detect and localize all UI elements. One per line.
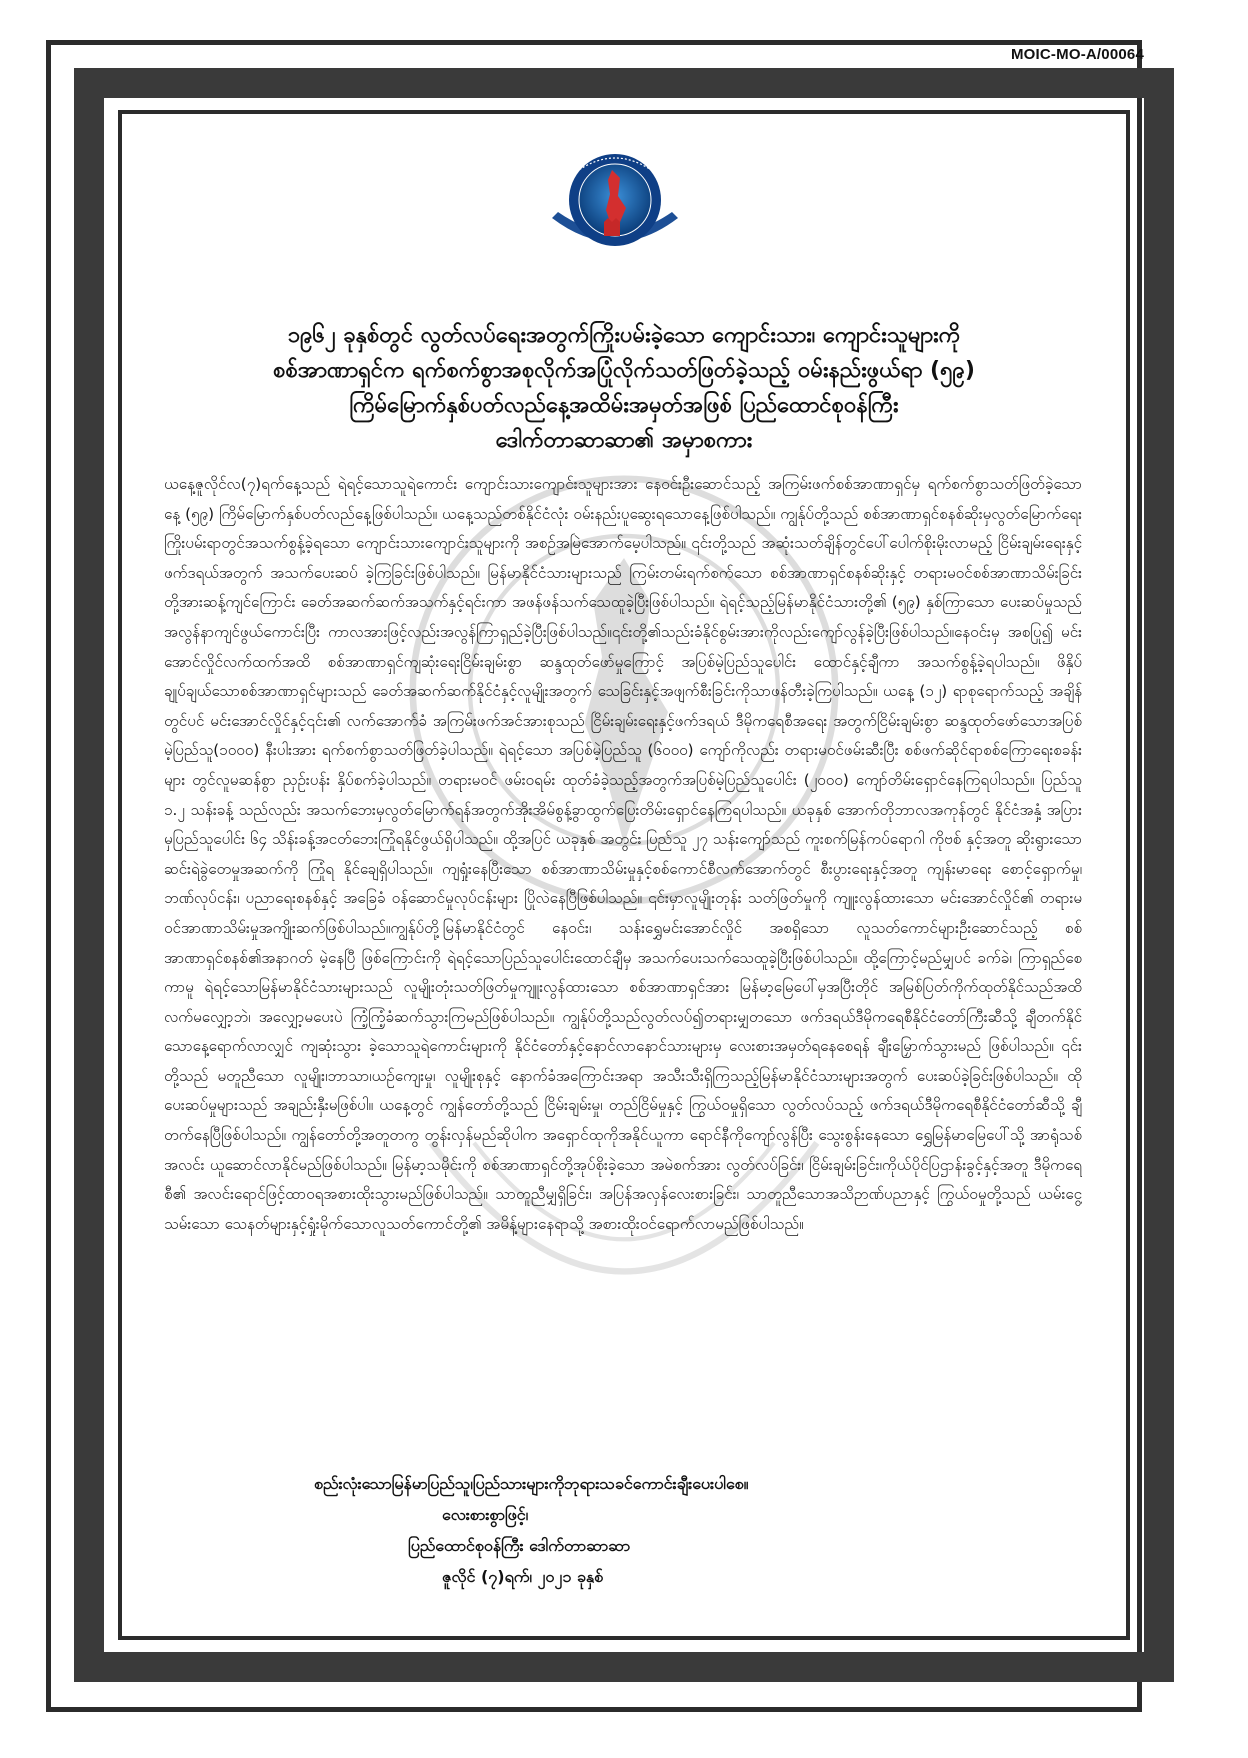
title-line: စစ်အာဏာရှင်က ရက်စက်စွာအစုလိုက်အပြုံလိုက်သတ်ဖြတ်ခဲ့သည့် ဝမ်းနည်းဖွယ်ရာ (၅၉) [273,358,975,383]
title-line: ကြိမ်မြောက်နှစ်ပတ်လည်နေ့အထိမ်းအမှတ်အဖြစ် ပြည်ထောင်စုဝန်ကြီး [349,393,899,418]
closing-respect: လေးစားစွာဖြင့်၊ [442,1505,529,1524]
closing-block [164,1468,1082,1592]
document-title [140,318,1108,458]
title-line: ဒေါက်တာဆာဆာ၏ အမှာစကား [495,428,753,453]
statement-date: ဇူလိုင် (၇)ရက်၊ ၂၀၂၁ ခုနှစ် [442,1567,604,1586]
document-reference-code: MOIC-MO-A/00064 [1010,46,1144,63]
ministry-seal-icon [548,148,682,266]
title-line: ၁၉၆၂ ခုနှစ်တွင် လွတ်လပ်ရေးအတွက်ကြိုးပမ်းခဲ့သော ကျောင်းသား၊ ကျောင်းသူများကို [287,323,961,348]
closing-blessing: စည်းလုံးသောမြန်မာပြည်သူ၊ပြည်သားများကိုဘုရားသခင်ကောင်းချီးပေးပါစေ။ [314,1474,749,1493]
statement-body: ယနေ့ဇူလိုင်လ(၇)ရက်နေ့သည် ရဲရင့်သောသူရဲကောင်း ကျောင်းသားကျောင်းသူများအား နေဝင်းဦးဆောင်သည့် အကြမ်းဖက်စစ်အာဏာရှင်မှ ရက်စက်စွာသတ်ဖြတ်ခဲ့သောနေ့ (၅၉) ကြိမ်မြောက်နှစ်ပတ်လည်နေ့ဖြစ်ပါသည်။ ယနေ့သည်တစ်နိုင်ငံလုံး ဝမ်းနည်းပူဆွေးရသောနေ့ဖြစ်ပါသည်။ ကျွန်ုပ်တို့သည် စစ်အာဏာရှင်စနစ်ဆိုးမှလွတ်မြောက်ရေးကြိုးပမ်းရာတွင်အသက်စွန့်ခဲ့ရသော ကျောင်းသားကျောင်းသူများကို အစဉ်အမြဲအောက်မေ့ပါသည်။ ၎င်းတို့သည် အဆုံးသတ်ချိန်တွင်ပေါ်ပေါက်စိုးမိုးလာမည့် ငြိမ်းချမ်းရေးနှင့်ဖက်ဒရယ်အတွက် အသက်ပေးဆပ် ခဲ့ကြခြင်းဖြစ်ပါသည်။ မြန်မာနိုင်ငံသားများသည် ကြမ်းတမ်းရက်စက်သော စစ်အာဏာရှင်စနစ်ဆိုးနှင့် တရားမဝင်စစ်အာဏာသိမ်းခြင်း တို့အားဆန့်ကျင်ကြောင်း ခေတ်အဆက်ဆက်အသက်နှင့်ရင်းကာ အဖန်ဖန်သက်သေထူခဲ့ပြီးဖြစ်ပါသည်။ ရဲရင့်သည့်မြန်မာနိုင်ငံသားတို့၏ (၅၉) နှစ်ကြာသော ပေးဆပ်မှုသည် အလွန်နာကျင်ဖွယ်ကောင်းပြီး ကာလအားဖြင့်လည်းအလွန်ကြာရှည်ခဲ့ပြီးဖြစ်ပါသည်။၎င်းတို့၏သည်းခံနိုင်စွမ်းအားကိုလည်းကျော်လွန်ခဲ့ပြီးဖြစ်ပါသည်။နေဝင်းမှ အစပြု၍ မင်းအောင်လှိုင်လက်ထက်အထိ စစ်အာဏာရှင်ကျဆုံးရေးငြိမ်းချမ်းစွာ ဆန္ဒထုတ်ဖော်မှုကြောင့် အပြစ်မဲ့ပြည်သူပေါင်း ထောင်နှင့်ချီကာ အသက်စွန့်ခဲ့ရပါသည်။ ဖိနှိပ်ချုပ်ချယ်သောစစ်အာဏာရှင်များသည် ခေတ်အဆက်ဆက်နိုင်ငံနှင့်လူမျိုးအတွက် သေခြင်းနှင့်အဖျက်စီးခြင်းကိုသာဖန်တီးခဲ့ကြပါသည်။ ယနေ့ (၁၂) ရာစုရောက်သည့် အချိန် တွင်ပင် မင်းအောင်လှိုင်နှင့်၎င်း၏ လက်အောက်ခံ အကြမ်းဖက်အင်အားစုသည် ငြိမ်းချမ်းရေးနှင့်ဖက်ဒရယ် ဒီမိုကရေစီအရေး အတွက်ငြိမ်းချမ်းစွာ ဆန္ဒထုတ်ဖော်သောအပြစ်မဲ့ပြည်သူ(၁၀၀၀) နီးပါးအား ရက်စက်စွာသတ်ဖြတ်ခဲ့ပါသည်။ ရဲရင့်သော အပြစ်မဲ့ပြည်သူ (၆၀၀၀) ကျော်ကိုလည်း တရားမဝင်ဖမ်းဆီးပြီး စစ်ဖက်ဆိုင်ရာစစ်ကြောရေးစခန်းများ တွင်လူမဆန်စွာ ညှဉ်းပန်း နှိပ်စက်ခဲ့ပါသည်။ တရားမဝင် ဖမ်းဝရမ်း ထုတ်ခံခဲ့သည့်အတွက်အပြစ်မဲ့ပြည်သူပေါင်း (၂၀၀၀) ကျော်တိမ်းရှောင်နေကြရပါသည်။ ပြည်သူ ၁.၂ သန်းခန့် သည်လည်း အသက်ဘေးမှလွတ်မြောက်ရန်အတွက်အိုးအိမ်စွန့်ခွာထွက်ပြေးတိမ်းရှောင်နေကြရပါသည်။ ယခုနှစ် အောက်တိုဘာလအကုန်တွင် နိုင်ငံအနှံ့ အပြားမှပြည်သူပေါင်း ၆၄ သိန်းခန့်အငတ်ဘေးကြုံရနိုင်ဖွယ်ရှိပါသည်။ ထို့အပြင် ယခုနှစ် အတွင်း ပြည်သူ ၂၇ သန်းကျော်သည် ကူးစက်မြန်ကပ်ရောဂါ ကိုဗစ် နှင့်အတူ ဆိုးရွားသောဆင်းရဲခွဲတေမှုအဆက်ကို ကြုံရ နိုင်ချေရှိပါသည်။ ကျရှုံးနေပြီးသော စစ်အာဏာသိမ်းမှုနှင့်စစ်ကောင်စီလက်အောက်တွင် စီးပွားရေးနှင့်အတူ ကျန်းမာရေး စောင့်ရှောက်မှု၊ ဘဏ်လုပ်ငန်း၊ ပညာရေးစနစ်နှင့် အခြေခံ ဝန်ဆောင်မှုလုပ်ငန်းများ ပြိုလဲနေပြီဖြစ်ပါသည်။ ၎င်းမှာလူမျိုးတုန်း သတ်ဖြတ်မှုကို ကျူးလွန်ထားသော မင်းအောင်လှိုင်၏ တရားမဝင်အာဏာသိမ်းမှုအကျိုးဆက်ဖြစ်ပါသည်။ကျွန်ုပ်တို့မြန်မာနိုင်ငံတွင် နေဝင်း၊ သန်းရွှေမင်းအောင်လှိုင် အစရှိသော လူသတ်ကောင်များဦးဆောင်သည့် စစ်အာဏာရှင်စနစ်၏အနာဂတ် မဲ့နေပြီ ဖြစ်ကြောင်းကို ရဲရင့်သောပြည်သူပေါင်းထောင်ချီမှ အသက်ပေးသက်သေထူခဲ့ပြီးဖြစ်ပါသည်။ ထို့ကြောင့်မည်မျှပင် ခက်ခဲ၊ ကြာရှည်စေကာမူ ရဲရင့်သောမြန်မာနိုင်ငံသားများသည် လူမျိုးတုံးသတ်ဖြတ်မှုကျူးလွန်ထားသော စစ်အာဏာရှင်အား မြန်မာ့မြေပေါ်မှအပြီးတိုင် အမြစ်ပြတ်ကိုက်ထုတ်နိုင်သည်အထိလက်မလျှော့ဘဲ၊ အလျှော့မပေးပဲ ကြံ့ကြံ့ခံဆက်သွားကြမည်ဖြစ်ပါသည်။ ကျွန်ုပ်တို့သည်လွတ်လပ်၍တရားမျှတသော ဖက်ဒရယ်ဒီမိုကရေစီနိုင်ငံတော်ကြီးဆီသို့ ချီတက်နိုင်သောနေ့ရောက်လာလျှင် ကျဆုံးသွား ခဲ့သောသူရဲကောင်းများကို နိုင်ငံတော်နှင့်နောင်လာနောင်သားများမှ လေးစားအမှတ်ရနေစေရန် ချီးမြှောက်သွားမည် ဖြစ်ပါသည်။ ၎င်းတို့သည် မတူညီသော လူမျိုး၊ဘာသာ၊ယဉ်ကျေးမှု၊ လူမျိုးစုနှင့် နောက်ခံအကြောင်းအရာ အသီးသီးရှိကြသည့်မြန်မာနိုင်ငံသားများအတွက် ပေးဆပ်ခဲ့ခြင်းဖြစ်ပါသည်။ ထိုပေးဆပ်မှုများသည် အချည်းနှီးမဖြစ်ပါ။ ယနေ့တွင် ကျွန်တော်တို့သည် ငြိမ်းချမ်းမှု၊ တည်ငြိမ်မှုနှင့် ကြွယ်ဝမှုရှိသော လွတ်လပ်သည့် ဖက်ဒရယ်ဒီမိုကရေစီနိုင်ငံတော်ဆီသို့ ချီတက်နေပြီဖြစ်ပါသည်။ ကျွန်တော်တို့အတူတကွ တွန်းလှန်မည်ဆိုပါက အရှောင်ထုကိုအနိုင်ယူကာ ရောင်နီကိုကျော်လွန်ပြီး သွေးစွန်းနေသော ရွှေမြန်မာမြေပေါ်သို့ အာရုံသစ်အလင်း ယူဆောင်လာနိုင်မည်ဖြစ်ပါသည်။ မြန်မာ့သမိုင်းကို စစ်အာဏာရှင်တို့အုပ်စိုးခဲ့သော အမဲစက်အား လွတ်လပ်ခြင်း၊ ငြိမ်းချမ်းခြင်း၊ကိုယ်ပိုင်ပြဌာန်းခွင့်နှင့်အတူ ဒီမိုကရေစီ၏ အလင်းရောင်ဖြင့်ထာဝရအစားထိုးသွားမည်ဖြစ်ပါသည်။ သာတူညီမျှရှိခြင်း၊ အပြန်အလှန်လေးစားခြင်း၊ သာတူညီသောအသိဉာဏ်ပညာနှင့် ကြွယ်ဝမှုတို့သည် ယမ်းငွေ့သမ်းသော သေနတ်များနှင့်ရှုံးမိုက်သောလူသတ်ကောင်တို့၏ အမိန့်များနေရာသို့ အစားထိုးဝင်ရောက်လာမည်ဖြစ်ပါသည်။ [164,475,1082,1233]
signatory-name: ပြည်ထောင်စုဝန်ကြီး ဒေါက်တာဆာဆာ [408,1536,631,1555]
